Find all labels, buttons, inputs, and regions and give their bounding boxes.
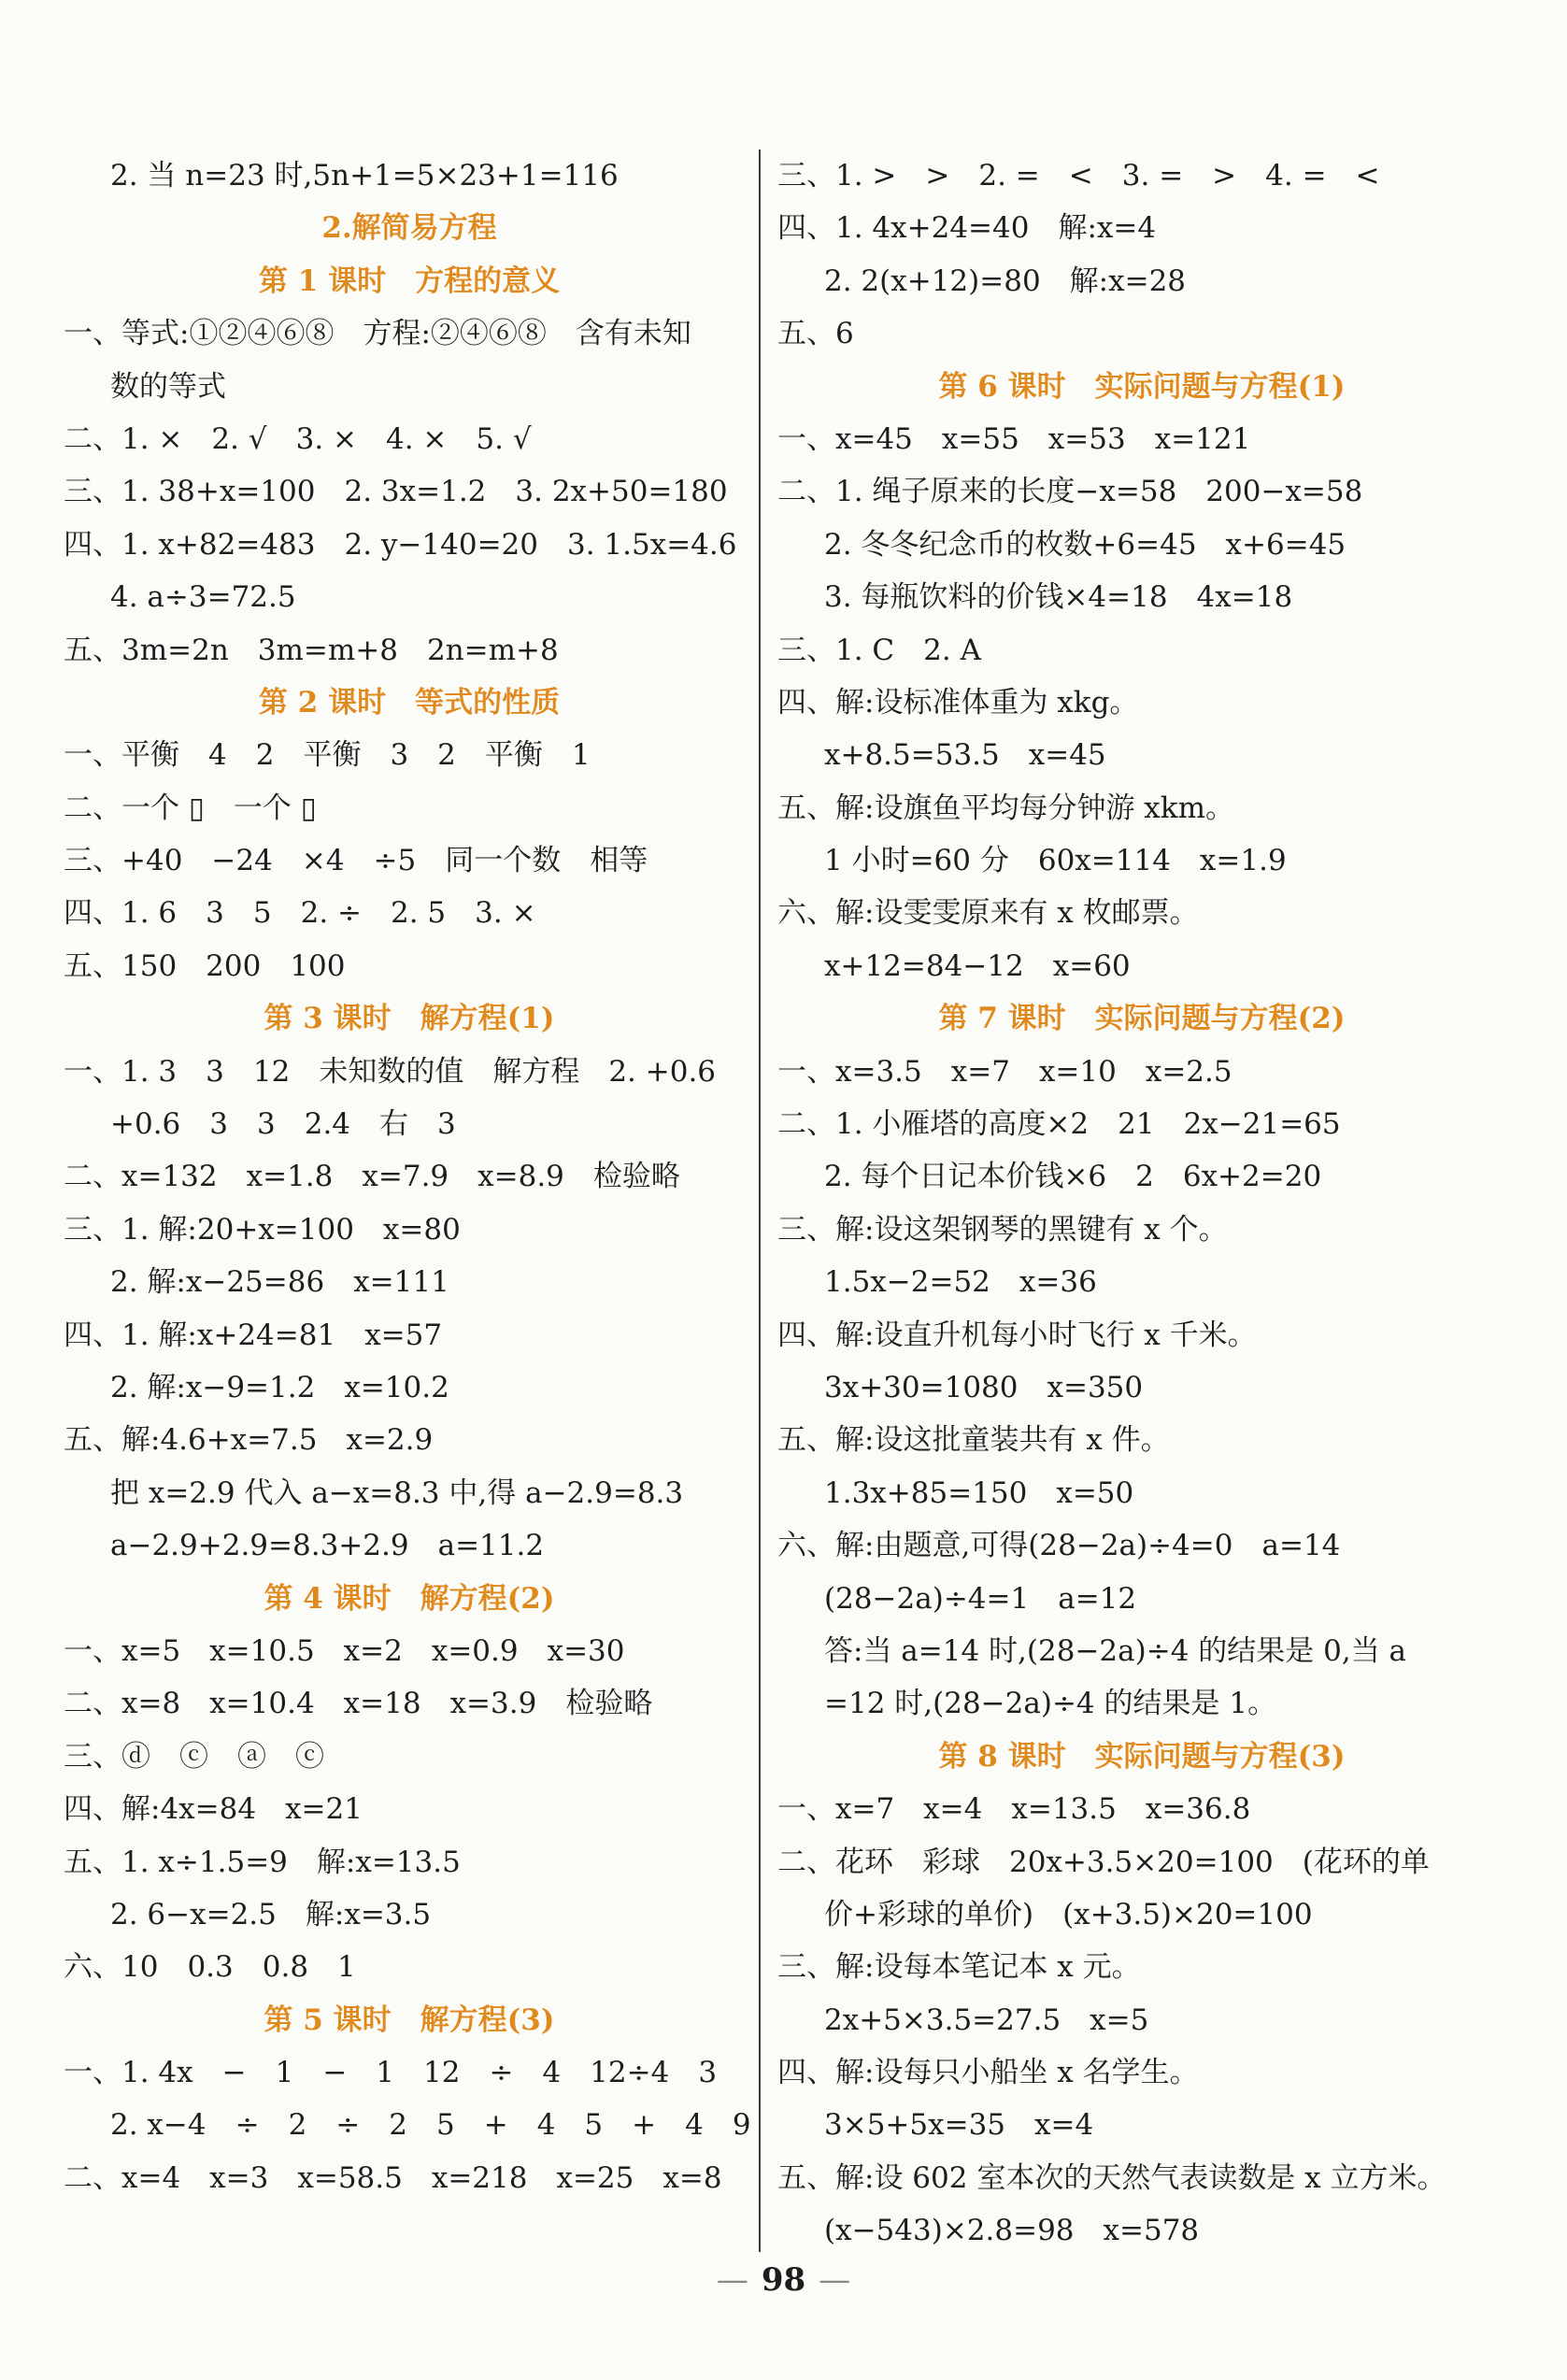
answer-line: 四、解:4x=84 x=21: [64, 1792, 363, 1827]
answer-line: 五、解:4.6+x=7.5 x=2.9: [64, 1423, 434, 1458]
answer-line: 三、ⓓ ⓒ ⓐ ⓒ: [64, 1739, 324, 1774]
answer-line: a−2.9+2.9=8.3+2.9 a=11.2: [110, 1529, 545, 1563]
answer-line: 二、x=4 x=3 x=58.5 x=218 x=25 x=8: [64, 2160, 722, 2195]
page-number: — 98 —: [716, 2261, 851, 2299]
answer-line: 六、10 0.3 0.8 1: [64, 1950, 356, 1985]
answer-line: =12 时,(28−2a)÷4 的结果是 1。: [824, 1687, 1277, 1721]
answer-line: 一、x=45 x=55 x=53 x=121: [777, 421, 1251, 456]
answer-line: +0.6 3 3 2.4 右 3: [110, 1107, 456, 1142]
answer-line: 2x+5×3.5=27.5 x=5: [824, 2002, 1149, 2037]
section-heading: 第 3 课时 解方程(1): [264, 1002, 555, 1036]
answer-line: 三、1. 38+x=100 2. 3x=1.2 3. 2x+50=180: [64, 475, 728, 509]
right-column: [777, 150, 1506, 2258]
answer-line: 2. x−4 ÷ 2 ÷ 2 5 + 4 5 + 4 9: [110, 2108, 751, 2143]
section-heading: 第 2 课时 等式的性质: [258, 685, 561, 720]
answer-line: 三、1. 解:20+x=100 x=80: [64, 1212, 461, 1247]
answer-line: 一、平衡 4 2 平衡 3 2 平衡 1: [64, 738, 591, 773]
answer-line: 一、等式:①②④⑥⑧ 方程:②④⑥⑧ 含有未知: [64, 317, 691, 351]
section-heading: 第 8 课时 实际问题与方程(3): [938, 1739, 1346, 1774]
answer-line: x+8.5=53.5 x=45: [824, 738, 1106, 773]
answer-line: 五、3m=2n 3m=m+8 2n=m+8: [64, 633, 559, 667]
answer-line: 2. 6−x=2.5 解:x=3.5: [110, 1897, 432, 1931]
section-heading: 第 6 课时 实际问题与方程(1): [938, 369, 1346, 404]
answer-line: 二、1. 小雁塔的高度×2 21 2x−21=65: [777, 1107, 1341, 1142]
answer-line: 2. 当 n=23 时,5n+1=5×23+1=116: [110, 159, 619, 192]
answer-line: 答:当 a=14 时,(28−2a)÷4 的结果是 0,当 a: [824, 1633, 1407, 1668]
answer-line: 2. 冬冬纪念币的枚数+6=45 x+6=45: [824, 527, 1346, 562]
answer-line: 4. a÷3=72.5: [110, 580, 296, 615]
answer-line: 3x+30=1080 x=350: [824, 1370, 1144, 1404]
column-divider: [759, 150, 761, 2252]
answer-line: 四、解:设每只小船坐 x 名学生。: [777, 2056, 1199, 2090]
answer-line: 四、解:设标准体重为 xkg。: [777, 685, 1139, 720]
answer-line: x+12=84−12 x=60: [824, 948, 1131, 983]
section-heading: 第 7 课时 实际问题与方程(2): [938, 1002, 1346, 1036]
answer-line: 五、解:设 602 室本次的天然气表读数是 x 立方米。: [777, 2160, 1446, 2195]
answer-line: 三、1. > > 2. = < 3. = > 4. = <: [777, 159, 1380, 192]
answer-line: 五、1. x÷1.5=9 解:x=13.5: [64, 1845, 461, 1879]
answer-line: 三、+40 −24 ×4 ÷5 同一个数 相等: [64, 844, 648, 878]
answer-line: 三、1. C 2. A: [777, 633, 981, 667]
answer-line: 1.5x−2=52 x=36: [824, 1265, 1097, 1300]
section-heading: 第 4 课时 解方程(2): [264, 1581, 555, 1616]
answer-line: 二、花环 彩球 20x+3.5×20=100 (花环的单: [777, 1845, 1430, 1879]
answer-line: 五、150 200 100: [64, 948, 346, 983]
answer-line: 四、1. x+82=483 2. y−140=20 3. 1.5x=4.6: [64, 527, 737, 562]
answer-line: 五、解:设旗鱼平均每分钟游 xkm。: [777, 791, 1234, 825]
answer-line: 2. 每个日记本价钱×6 2 6x+2=20: [824, 1160, 1322, 1194]
section-heading: 第 1 课时 方程的意义: [258, 264, 561, 298]
answer-line: 六、解:设雯雯原来有 x 枚邮票。: [777, 896, 1199, 931]
answer-line: 四、1. 解:x+24=81 x=57: [64, 1318, 443, 1352]
answer-line: (28−2a)÷4=1 a=12: [824, 1581, 1137, 1616]
answer-line: 一、1. 3 3 12 未知数的值 解方程 2. +0.6: [64, 1054, 717, 1089]
answer-line: 四、解:设直升机每小时飞行 x 千米。: [777, 1318, 1257, 1352]
answer-line: 3. 每瓶饮料的价钱×4=18 4x=18: [824, 580, 1293, 615]
answer-line: 2. 解:x−25=86 x=111: [110, 1265, 449, 1300]
answer-line: 二、x=8 x=10.4 x=18 x=3.9 检验略: [64, 1687, 653, 1721]
answer-line: 六、解:由题意,可得(28−2a)÷4=0 a=14: [777, 1529, 1341, 1563]
section-heading: 2.解简易方程: [321, 211, 497, 246]
answer-line: 二、一个 ▯ 一个 ▯: [64, 791, 317, 825]
answer-line: 三、解:设这架钢琴的黑键有 x 个。: [777, 1212, 1228, 1247]
answer-line: 一、x=7 x=4 x=13.5 x=36.8: [777, 1792, 1251, 1827]
answer-line: 2. 2(x+12)=80 解:x=28: [824, 264, 1187, 298]
answer-line: 四、1. 6 3 5 2. ÷ 2. 5 3. ×: [64, 896, 536, 931]
answer-line: 二、1. × 2. √ 3. × 4. × 5. √: [64, 421, 532, 456]
answer-line: 三、解:设每本笔记本 x 元。: [777, 1950, 1141, 1985]
answer-line: 五、解:设这批童装共有 x 件。: [777, 1423, 1170, 1458]
section-heading: 第 5 课时 解方程(3): [264, 2002, 555, 2037]
answer-line: 四、1. 4x+24=40 解:x=4: [777, 211, 1157, 246]
answer-line: 数的等式: [110, 369, 226, 404]
page-number-value: 98: [761, 2261, 806, 2299]
answer-line: 二、1. 绳子原来的长度−x=58 200−x=58: [777, 475, 1363, 509]
answer-line: 一、x=3.5 x=7 x=10 x=2.5: [777, 1054, 1232, 1089]
answer-line: 2. 解:x−9=1.2 x=10.2: [110, 1370, 449, 1404]
answer-line: 一、x=5 x=10.5 x=2 x=0.9 x=30: [64, 1633, 625, 1668]
answer-line: 二、x=132 x=1.8 x=7.9 x=8.9 检验略: [64, 1160, 680, 1194]
answer-line: 一、1. 4x − 1 − 1 12 ÷ 4 12÷4 3: [64, 2056, 718, 2090]
answer-line: 把 x=2.9 代入 a−x=8.3 中,得 a−2.9=8.3: [110, 1475, 684, 1510]
answer-line: 价+彩球的单价) (x+3.5)×20=100: [824, 1897, 1313, 1931]
answer-line: 五、6: [777, 317, 854, 351]
answer-line: 3×5+5x=35 x=4: [824, 2108, 1094, 2143]
answer-line: 1.3x+85=150 x=50: [824, 1475, 1134, 1510]
answer-line: 1 小时=60 分 60x=114 x=1.9: [824, 844, 1287, 878]
left-column: [64, 150, 755, 2204]
answer-line: (x−543)×2.8=98 x=578: [824, 2214, 1200, 2248]
